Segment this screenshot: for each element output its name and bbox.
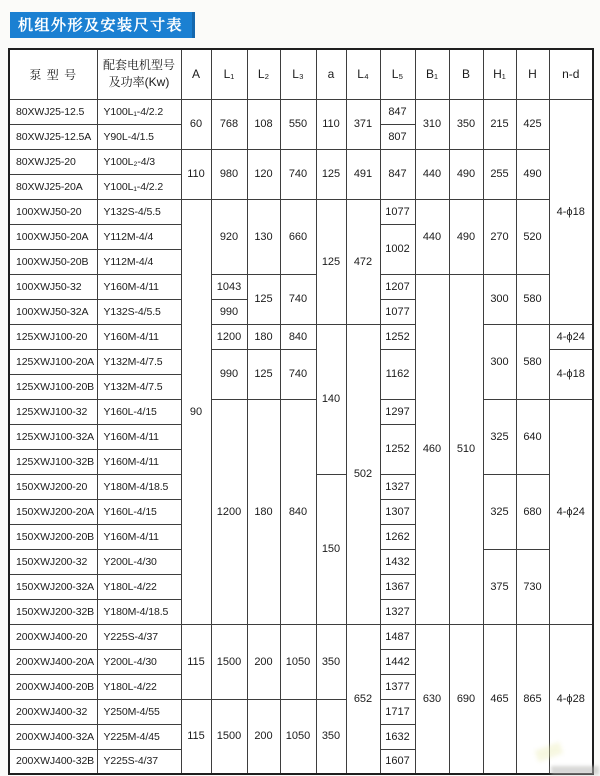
dim-value-cell: 90 [181, 199, 211, 624]
header-col-h1: H₁ [483, 49, 516, 99]
motor-model-cell: Y90L-4/1.5 [97, 124, 181, 149]
dim-value-cell: 920 [211, 199, 247, 274]
pump-model-cell: 80XWJ25-20A [9, 174, 97, 199]
dim-value-cell: 180 [247, 399, 280, 624]
pump-model-cell: 125XWJ100-32B [9, 449, 97, 474]
dim-value-cell: 580 [516, 324, 549, 399]
dim-value-cell: 375 [483, 549, 516, 624]
dim-value-cell: 4-ϕ24 [549, 324, 593, 349]
dim-value-cell: 510 [449, 274, 483, 624]
motor-model-cell: Y160M-4/11 [97, 424, 181, 449]
pump-model-cell: 125XWJ100-20B [9, 374, 97, 399]
pump-model-cell: 80XWJ25-12.5A [9, 124, 97, 149]
dim-value-cell: 502 [346, 324, 380, 624]
dim-value-cell: 990 [211, 349, 247, 399]
header-col-l3: L₃ [280, 49, 316, 99]
header-motor-line1: 配套电机型号 [102, 58, 175, 73]
pump-model-cell: 125XWJ100-32A [9, 424, 97, 449]
dim-value-cell: 125 [247, 274, 280, 324]
dim-value-cell: 465 [483, 624, 516, 774]
dim-value-cell: 300 [483, 324, 516, 399]
pump-model-cell: 100XWJ50-20A [9, 224, 97, 249]
dim-value-cell: 1252 [380, 424, 415, 474]
dim-value-cell: 115 [181, 699, 211, 774]
motor-model-cell: Y200L-4/30 [97, 649, 181, 674]
table-row [9, 149, 593, 174]
dim-value-cell: 847 [380, 99, 415, 124]
motor-model-cell: Y160M-4/11 [97, 524, 181, 549]
dim-value-cell: 1200 [211, 324, 247, 349]
motor-model-cell: Y132M-4/7.5 [97, 349, 181, 374]
motor-model-cell: Y112M-4/4 [97, 224, 181, 249]
dim-value-cell: 440 [415, 199, 449, 274]
motor-model-cell: Y180L-4/22 [97, 574, 181, 599]
dim-value-cell: 1632 [380, 724, 415, 749]
dim-value-cell: 865 [516, 624, 549, 774]
dim-value-cell: 1377 [380, 674, 415, 699]
pump-model-cell: 150XWJ200-20 [9, 474, 97, 499]
motor-model-cell: Y225M-4/45 [97, 724, 181, 749]
dim-value-cell: 1077 [380, 199, 415, 224]
pump-model-cell: 125XWJ100-20 [9, 324, 97, 349]
dim-value-cell: 1050 [280, 624, 316, 699]
dim-value-cell: 350 [449, 99, 483, 149]
dim-value-cell: 4-ϕ28 [549, 624, 593, 774]
dim-value-cell: 108 [247, 99, 280, 149]
motor-model-cell: Y200L-4/30 [97, 549, 181, 574]
pump-model-cell: 125XWJ100-32 [9, 399, 97, 424]
header-motor-model [97, 49, 181, 99]
pump-model-cell: 200XWJ400-32B [9, 749, 97, 774]
dim-value-cell: 730 [516, 549, 549, 624]
dim-value-cell: 1207 [380, 274, 415, 299]
header-col-l5: L₅ [380, 49, 415, 99]
header-col-a: a [316, 49, 346, 99]
motor-model-cell: Y100L₁-4/2.2 [97, 174, 181, 199]
dim-value-cell: 1432 [380, 549, 415, 574]
dim-value-cell: 300 [483, 274, 516, 324]
motor-model-cell: Y180M-4/18.5 [97, 599, 181, 624]
dim-value-cell: 1442 [380, 649, 415, 674]
dim-value-cell: 4-ϕ18 [549, 349, 593, 399]
header-col-a-cap: A [181, 49, 211, 99]
dim-value-cell: 200 [247, 624, 280, 699]
dim-value-cell: 130 [247, 199, 280, 274]
pump-model-cell: 100XWJ50-20B [9, 249, 97, 274]
dim-value-cell: 125 [316, 199, 346, 324]
dim-value-cell: 990 [211, 299, 247, 324]
motor-model-cell: Y160M-4/11 [97, 324, 181, 349]
header-col-l1: L₁ [211, 49, 247, 99]
pump-model-cell: 125XWJ100-20A [9, 349, 97, 374]
dim-value-cell: 1717 [380, 699, 415, 724]
dim-value-cell: 110 [316, 99, 346, 149]
pump-model-cell: 100XWJ50-20 [9, 199, 97, 224]
dim-value-cell: 440 [415, 149, 449, 199]
header-col-h: H [516, 49, 549, 99]
table-row [9, 399, 593, 424]
pump-model-cell: 100XWJ50-32 [9, 274, 97, 299]
dim-value-cell: 490 [449, 199, 483, 274]
table-header [9, 49, 593, 99]
dim-value-cell: 660 [280, 199, 316, 274]
dim-value-cell: 550 [280, 99, 316, 149]
pump-model-cell: 80XWJ25-12.5 [9, 99, 97, 124]
motor-model-cell: Y132S-4/5.5 [97, 299, 181, 324]
dim-value-cell: 200 [247, 699, 280, 774]
dim-value-cell: 768 [211, 99, 247, 149]
dim-value-cell: 1050 [280, 699, 316, 774]
dim-value-cell: 310 [415, 99, 449, 149]
dim-value-cell: 1043 [211, 274, 247, 299]
dim-value-cell: 325 [483, 474, 516, 549]
spec-table [8, 48, 594, 775]
pump-model-cell: 200XWJ400-32A [9, 724, 97, 749]
dim-value-cell: 1487 [380, 624, 415, 649]
pump-model-cell: 200XWJ400-20 [9, 624, 97, 649]
pump-model-cell: 150XWJ200-20B [9, 524, 97, 549]
dim-value-cell: 1307 [380, 499, 415, 524]
dim-value-cell: 1002 [380, 224, 415, 274]
dim-value-cell: 1162 [380, 349, 415, 399]
pump-model-cell: 150XWJ200-32 [9, 549, 97, 574]
dim-value-cell: 140 [316, 324, 346, 474]
dim-value-cell: 460 [415, 274, 449, 624]
dim-value-cell: 1500 [211, 699, 247, 774]
header-row [9, 49, 593, 99]
dim-value-cell: 1367 [380, 574, 415, 599]
header-col-l2: L₂ [247, 49, 280, 99]
pump-model-cell: 100XWJ50-32A [9, 299, 97, 324]
dim-value-cell: 1297 [380, 399, 415, 424]
dim-value-cell: 350 [316, 624, 346, 699]
dim-value-cell: 520 [516, 199, 549, 274]
motor-model-cell: Y100L₂-4/3 [97, 149, 181, 174]
motor-model-cell: Y132S-4/5.5 [97, 199, 181, 224]
dim-value-cell: 125 [247, 349, 280, 399]
header-motor-line2: 及功率(Kw) [108, 75, 170, 90]
motor-model-cell: Y160L-4/15 [97, 499, 181, 524]
motor-model-cell: Y160M-4/11 [97, 274, 181, 299]
dim-value-cell: 150 [316, 474, 346, 624]
dim-value-cell: 1077 [380, 299, 415, 324]
dim-value-cell: 115 [181, 624, 211, 699]
motor-model-cell: Y160M-4/11 [97, 449, 181, 474]
table-row [9, 324, 593, 349]
dim-value-cell: 490 [449, 149, 483, 199]
header-pump-model: 泵 型 号 [9, 49, 97, 99]
dim-value-cell: 472 [346, 199, 380, 324]
dim-value-cell: 490 [516, 149, 549, 199]
dim-value-cell: 847 [380, 149, 415, 199]
dim-value-cell: 640 [516, 399, 549, 474]
dim-value-cell: 630 [415, 624, 449, 774]
motor-model-cell: Y225S-4/37 [97, 624, 181, 649]
dim-value-cell: 1252 [380, 324, 415, 349]
motor-model-cell: Y180M-4/18.5 [97, 474, 181, 499]
dim-value-cell: 270 [483, 199, 516, 274]
dim-value-cell: 740 [280, 274, 316, 324]
dim-value-cell: 1500 [211, 624, 247, 699]
motor-model-cell: Y250M-4/55 [97, 699, 181, 724]
dim-value-cell: 690 [449, 624, 483, 774]
pump-model-cell: 150XWJ200-32B [9, 599, 97, 624]
table-body [9, 99, 593, 774]
dim-value-cell: 840 [280, 399, 316, 624]
motor-model-cell: Y132M-4/7.5 [97, 374, 181, 399]
header-col-l4: L₄ [346, 49, 380, 99]
pump-model-cell: 200XWJ400-32 [9, 699, 97, 724]
dim-value-cell: 425 [516, 99, 549, 149]
header-col-b1: B₁ [415, 49, 449, 99]
dim-value-cell: 680 [516, 474, 549, 549]
pump-model-cell: 200XWJ400-20A [9, 649, 97, 674]
dim-value-cell: 740 [280, 149, 316, 199]
dim-value-cell: 371 [346, 99, 380, 149]
table-row [9, 199, 593, 224]
dim-value-cell: 325 [483, 399, 516, 474]
dim-value-cell: 110 [181, 149, 211, 199]
table-row [9, 274, 593, 299]
dim-value-cell: 120 [247, 149, 280, 199]
dim-value-cell: 491 [346, 149, 380, 199]
dim-value-cell: 4-ϕ24 [549, 399, 593, 624]
table-row [9, 99, 593, 124]
dim-value-cell: 807 [380, 124, 415, 149]
pump-model-cell: 80XWJ25-20 [9, 149, 97, 174]
page-title: 机组外形及安装尺寸表 [10, 12, 195, 38]
header-col-nd: n-d [549, 49, 593, 99]
dim-value-cell: 60 [181, 99, 211, 149]
dim-value-cell: 4-ϕ18 [549, 99, 593, 324]
dim-value-cell: 840 [280, 324, 316, 349]
dim-value-cell: 980 [211, 149, 247, 199]
dim-value-cell: 215 [483, 99, 516, 149]
pump-model-cell: 200XWJ400-20B [9, 674, 97, 699]
pump-model-cell: 150XWJ200-20A [9, 499, 97, 524]
dim-value-cell: 580 [516, 274, 549, 324]
watermark-smudge [551, 766, 599, 775]
motor-model-cell: Y100L₁-4/2.2 [97, 99, 181, 124]
dim-value-cell: 1262 [380, 524, 415, 549]
table-row [9, 624, 593, 649]
motor-model-cell: Y180L-4/22 [97, 674, 181, 699]
dim-value-cell: 740 [280, 349, 316, 399]
dim-value-cell: 180 [247, 324, 280, 349]
dim-value-cell: 1327 [380, 599, 415, 624]
pump-model-cell: 150XWJ200-32A [9, 574, 97, 599]
motor-model-cell: Y225S-4/37 [97, 749, 181, 774]
dim-value-cell: 652 [346, 624, 380, 774]
dim-value-cell: 255 [483, 149, 516, 199]
dim-value-cell: 1607 [380, 749, 415, 774]
dim-value-cell: 1200 [211, 399, 247, 624]
dim-value-cell: 125 [316, 149, 346, 199]
motor-model-cell: Y112M-4/4 [97, 249, 181, 274]
dim-value-cell: 350 [316, 699, 346, 774]
header-col-b: B [449, 49, 483, 99]
motor-model-cell: Y160L-4/15 [97, 399, 181, 424]
dim-value-cell: 1327 [380, 474, 415, 499]
